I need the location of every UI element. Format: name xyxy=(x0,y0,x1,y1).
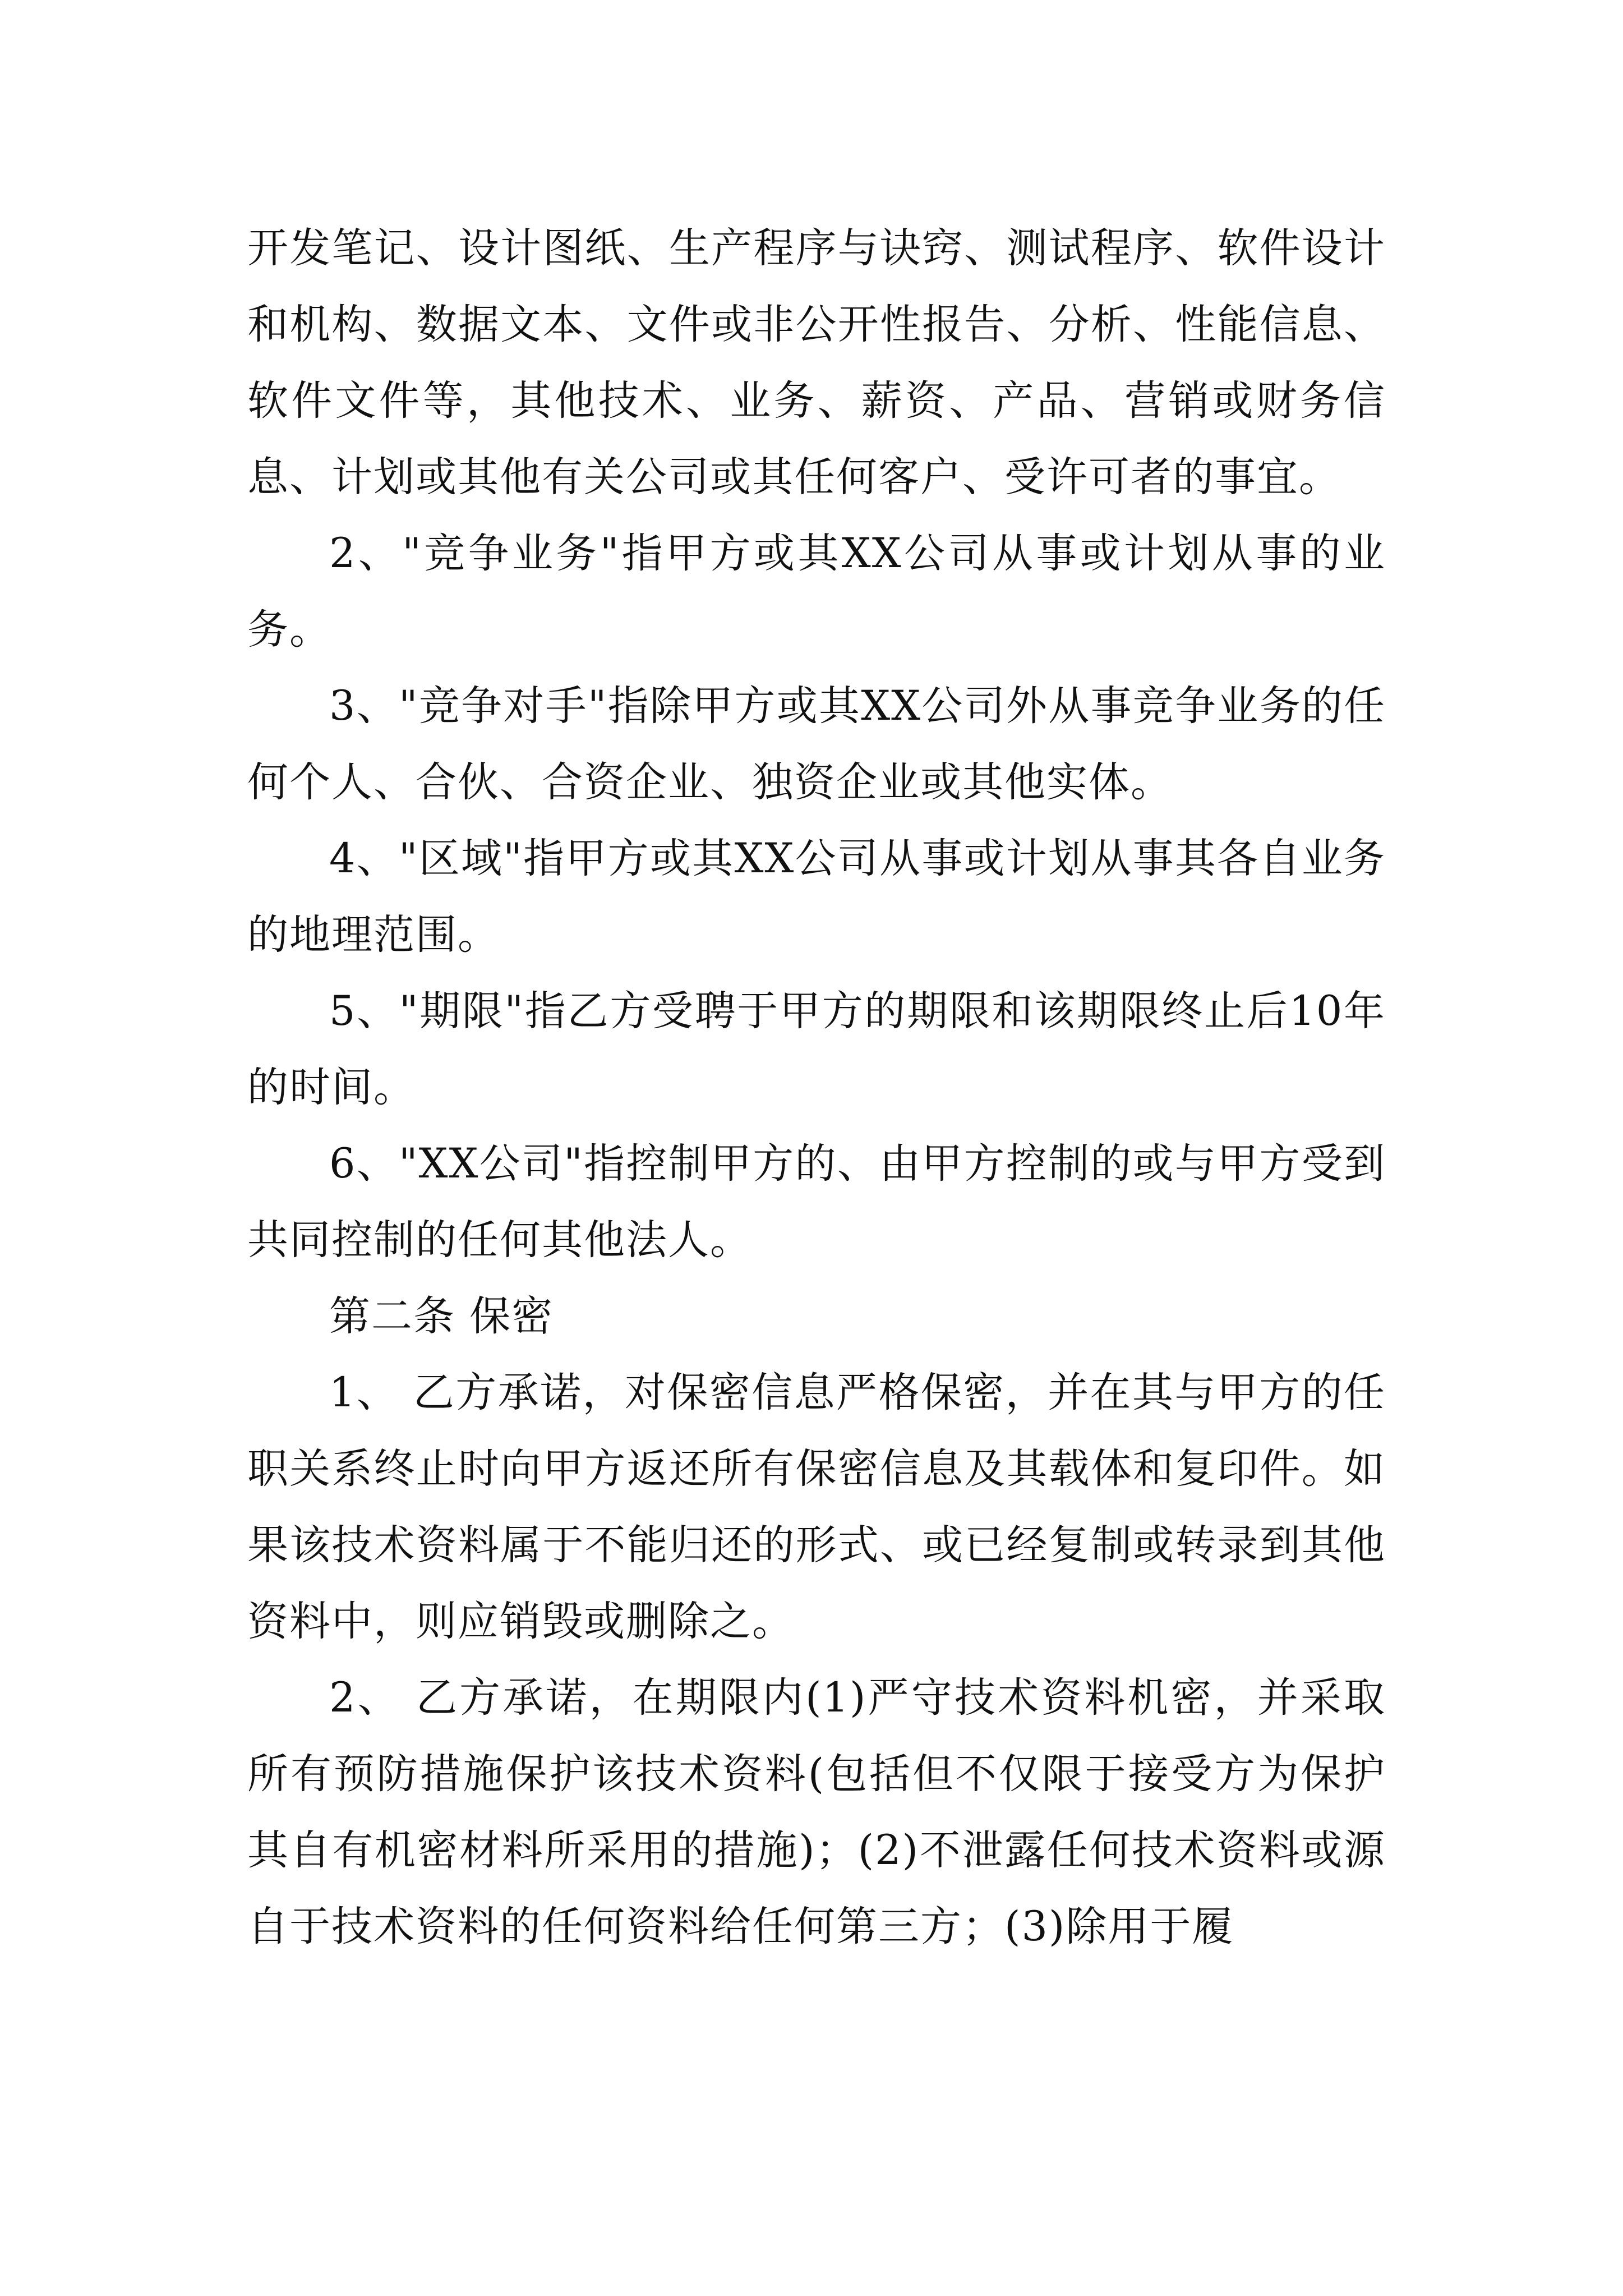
paragraph-term: 5、"期限"指乙方受聘于甲方的期限和该期限终止后10年的时间。 xyxy=(247,987,1386,1111)
paragraph-confidentiality-2: 2、 乙方承诺，在期限内(1)严守技术资料机密，并采取所有预防措施保护该技术资料(包括但不仅限于接受方为保护其自有机密材料所采用的措施)；(2)不泄露任何技术资料或源自于技术资料的任何资料给任何第三方；(3)除用于履 xyxy=(247,1674,1386,1950)
paragraph-affiliate: 6、"XX公司"指控制甲方的、由甲方控制的或与甲方受到共同控制的任何其他法人。 xyxy=(247,1140,1386,1264)
paragraph-competitor: 3、"竞争对手"指除甲方或其XX公司外从事竞争业务的任何个人、合伙、合资企业、独资企业或其他实体。 xyxy=(247,682,1386,806)
paragraph-region: 4、"区域"指甲方或其XX公司从事或计划从事其各自业务的地理范围。 xyxy=(247,835,1386,959)
paragraph-competing-business: 2、"竞争业务"指甲方或其XX公司从事或计划从事的业务。 xyxy=(247,530,1386,654)
paragraph-confidentiality-1: 1、 乙方承诺，对保密信息严格保密，并在其与甲方的任职关系终止时向甲方返还所有保密信息及其载体和复印件。如果该技术资料属于不能归还的形式、或已经复制或转录到其他资料中，则应销毁或删除之。 xyxy=(247,1369,1386,1645)
paragraph-definitions-continued: 开发笔记、设计图纸、生产程序与诀窍、测试程序、软件设计和机构、数据文本、文件或非公开性报告、分析、性能信息、软件文件等，其他技术、业务、薪资、产品、营销或财务信息、计划或其他有关公司或其任何客户、受许可者的事宜。 xyxy=(247,224,1386,501)
document-body xyxy=(247,210,1386,1965)
section-heading-confidentiality: 第二条 保密 xyxy=(329,1292,554,1340)
